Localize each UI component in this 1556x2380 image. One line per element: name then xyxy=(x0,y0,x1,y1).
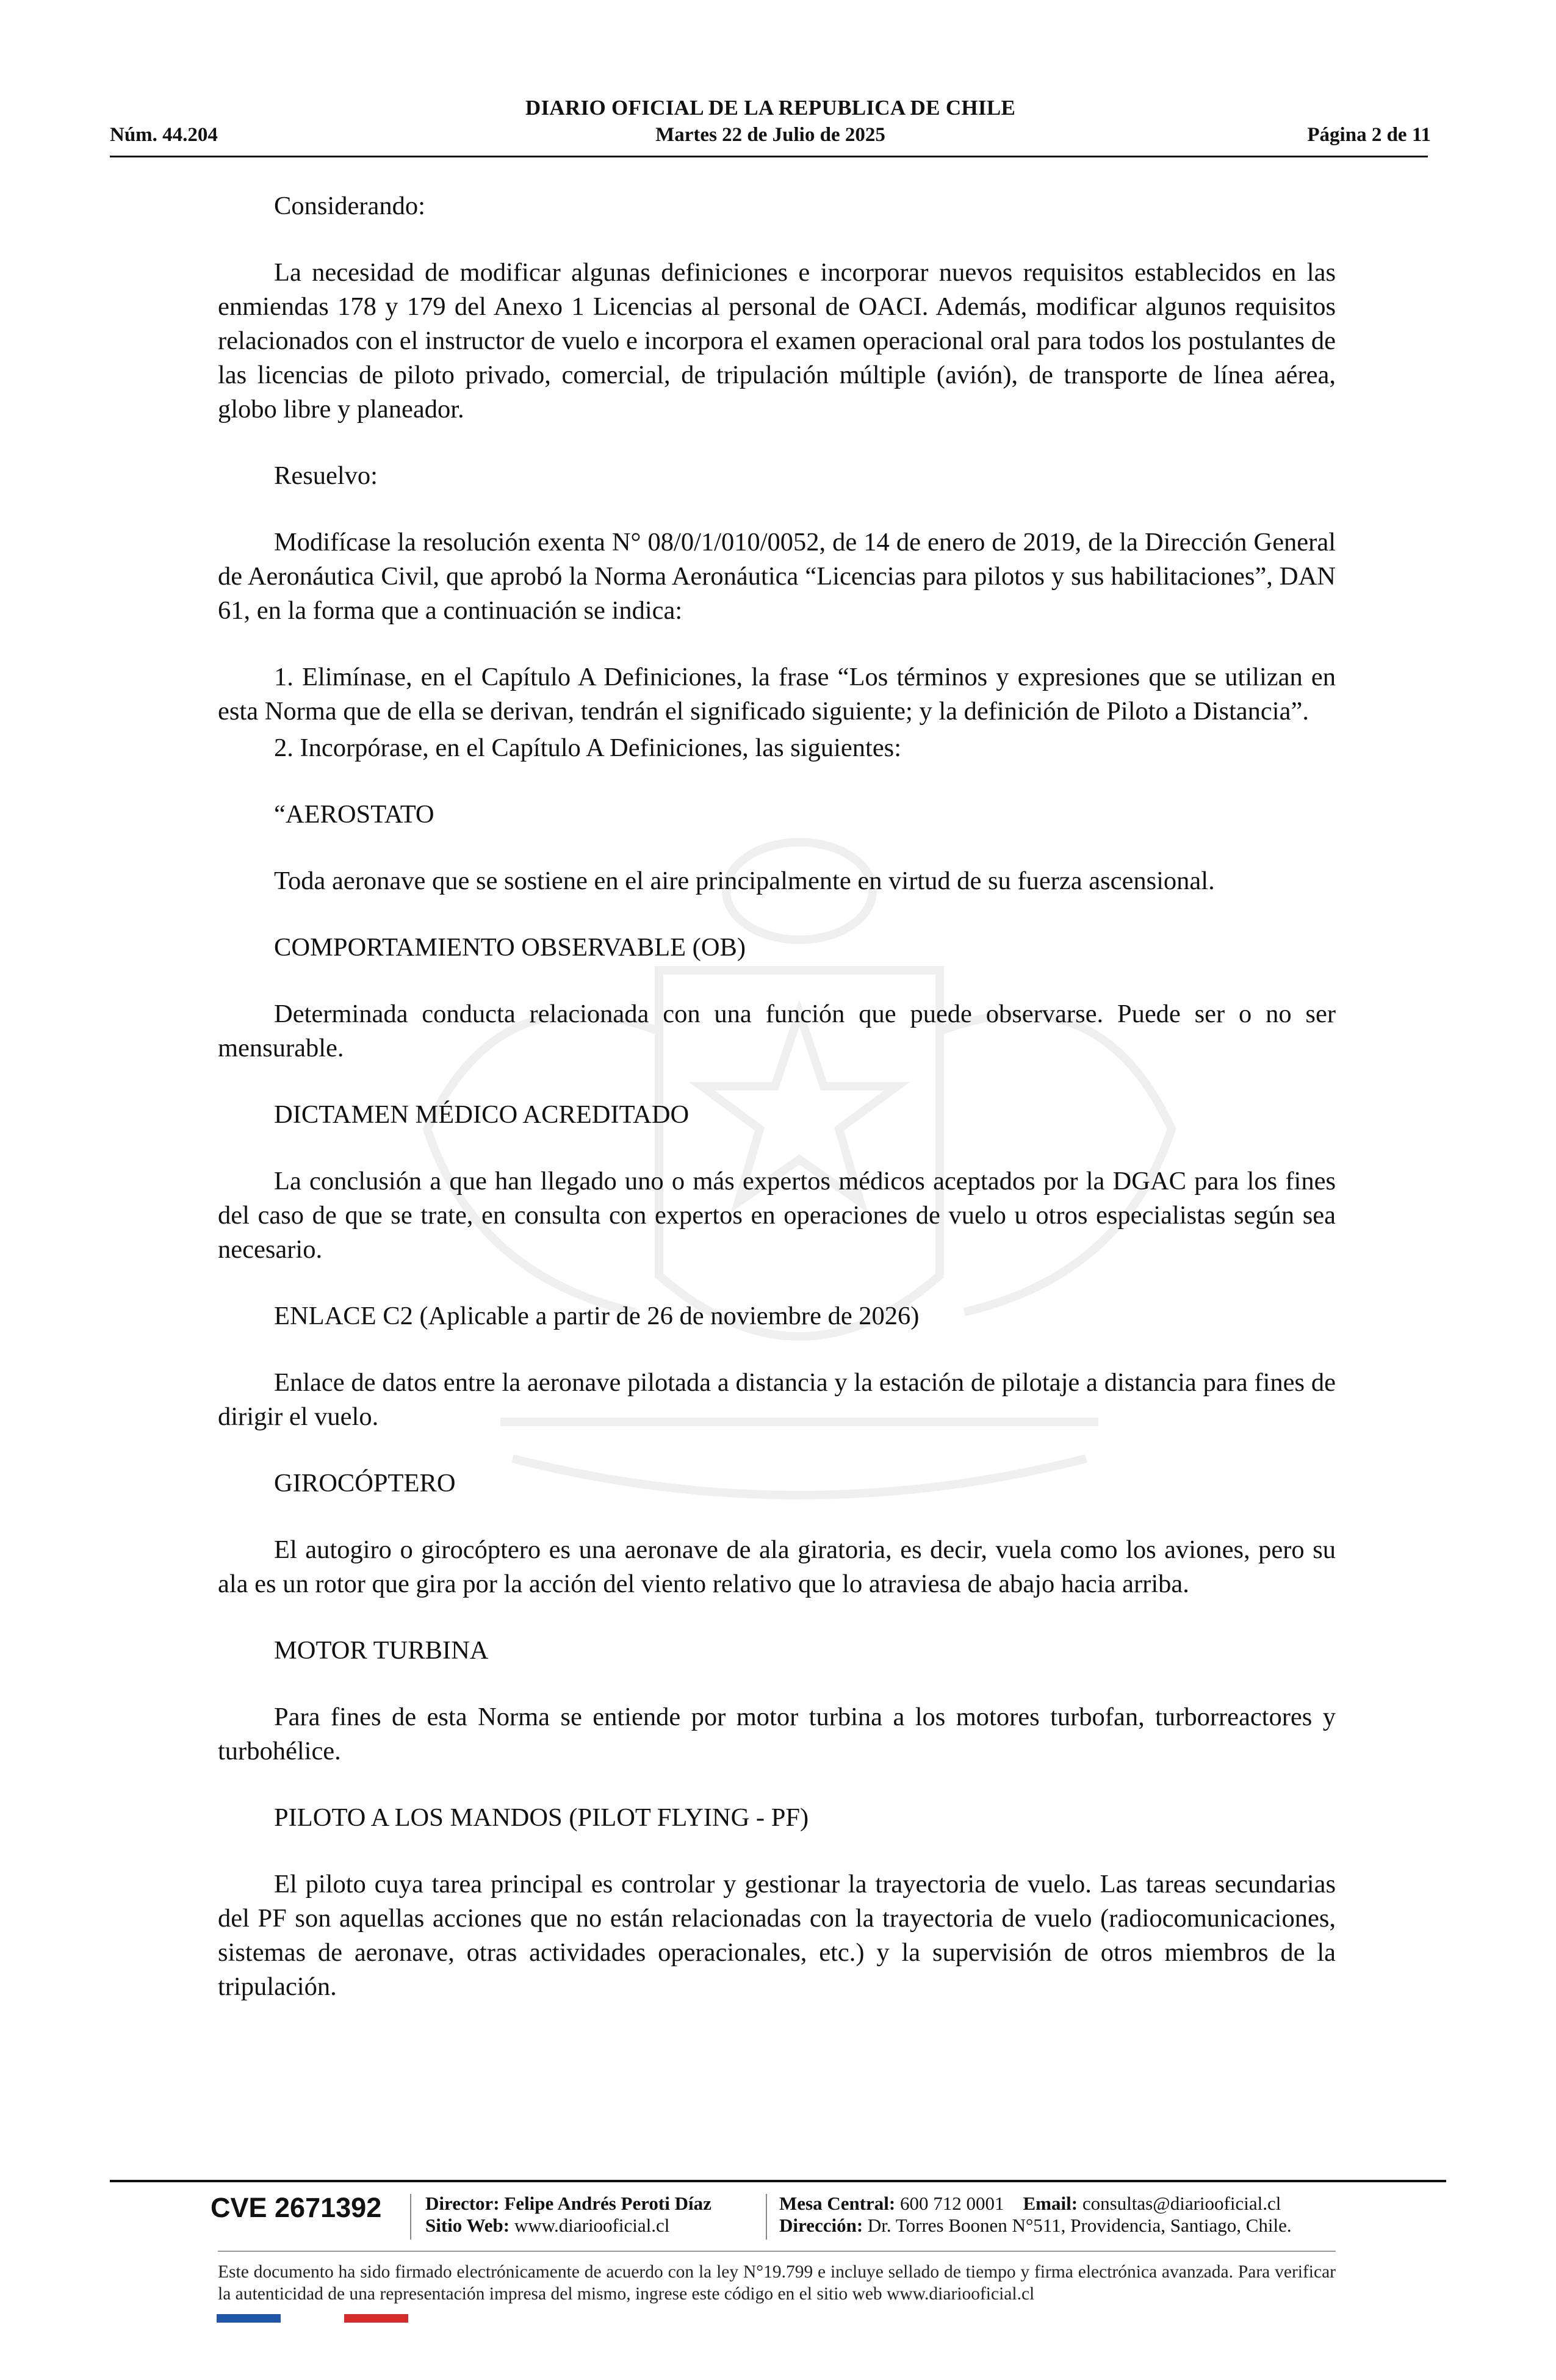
footer-divider xyxy=(110,2180,1446,2182)
web-link[interactable]: www.diariooficial.cl xyxy=(514,2215,670,2236)
signature-disclaimer: Este documento ha sido firmado electrónicamente de acuerdo con la ley N°19.799 e incluye sellado de tiempo y firma electrónica avanzada. Para verificar la autenticidad de una representación impresa del mismo, ingrese este código en el sitio web www.diariooficial.cl xyxy=(218,2262,1336,2304)
footer-divider-thin xyxy=(218,2251,1336,2252)
issue-number: Núm. 44.204 xyxy=(110,124,218,146)
paragraph-item-2: 2. Incorpórase, en el Capítulo A Definiciones, las siguientes: xyxy=(274,734,902,762)
footer-separator xyxy=(410,2194,411,2240)
email-label: Email: xyxy=(1023,2193,1078,2214)
mesa-phone: 600 712 0001 xyxy=(900,2193,1004,2214)
definition-text: El autogiro o girocóptero es una aeronave de ala giratoria, es decir, vuela como los aviones, pero su ala es un rotor que gira por la acción del viento relativo que lo atraviesa de abajo hacia arriba. xyxy=(218,1535,1336,1598)
definition-text: La conclusión a que han llegado uno o más expertos médicos aceptados por la DGAC para los fines del caso de que se trate, en consulta con expertos en operaciones de vuelo u otros especialistas según sea necesario. xyxy=(218,1167,1336,1264)
mesa-label: Mesa Central: xyxy=(779,2193,896,2214)
definition-text: Determinada conducta relacionada con una función que puede observarse. Puede ser o no ser mensurable. xyxy=(218,1000,1336,1062)
definition-term: ENLACE C2 (Aplicable a partir de 26 de noviembre de 2026) xyxy=(274,1302,920,1330)
definition-term: COMPORTAMIENTO OBSERVABLE (OB) xyxy=(274,933,746,962)
flag-blue-segment xyxy=(217,2314,281,2323)
flag-red-segment xyxy=(344,2314,408,2323)
direccion-value: Dr. Torres Boonen N°511, Providencia, Santiago, Chile. xyxy=(867,2215,1292,2236)
definition-text: El piloto cuya tarea principal es controlar y gestionar la trayectoria de vuelo. Las tareas secundarias del PF son aquellas acciones que no están relacionadas con la trayectoria de vuelo (radiocomunicaciones, sistemas de aeronave, otras actividades operacionales, etc.) y la supervisión de otros miembros de la tripulación. xyxy=(218,1870,1336,2001)
web-label: Sitio Web: xyxy=(425,2215,510,2236)
chile-flag-stripe xyxy=(217,2314,408,2323)
page-header xyxy=(110,95,1431,162)
definition-term: DICTAMEN MÉDICO ACREDITADO xyxy=(274,1100,690,1129)
document-body xyxy=(218,189,1336,2004)
director-name: Felipe Andrés Peroti Díaz xyxy=(504,2193,711,2214)
definition-text: Para fines de esta Norma se entiende por motor turbina a los motores turbofan, turborreactores y turbohélice. xyxy=(218,1703,1336,1765)
flag-white-segment xyxy=(281,2314,345,2323)
paragraph-considerando: Considerando: xyxy=(274,192,425,220)
definition-text: Enlace de datos entre la aeronave pilotada a distancia y la estación de pilotaje a distancia para fines de dirigir el vuelo. xyxy=(218,1368,1336,1431)
definition-term: PILOTO A LOS MANDOS (PILOT FLYING - PF) xyxy=(274,1803,809,1832)
newspaper-title: DIARIO OFICIAL DE LA REPUBLICA DE CHILE xyxy=(525,96,1016,120)
page-number: Página 2 de 11 xyxy=(1307,124,1431,146)
paragraph-modificase: Modifícase la resolución exenta N° 08/0/1/010/0052, de 14 de enero de 2019, de la Dirección General de Aeronáutica Civil, que aprobó la Norma Aeronáutica “Licencias para pilotos y sus habilitaciones”, DAN 61, en la forma que a continuación se indica: xyxy=(218,528,1336,625)
direccion-label: Dirección: xyxy=(779,2215,863,2236)
definition-term: “AEROSTATO xyxy=(274,800,434,829)
cve-code: CVE 2671392 xyxy=(211,2192,382,2223)
paragraph-necesidad: La necesidad de modificar algunas definiciones e incorporar nuevos requisitos establecidos en las enmiendas 178 y 179 del Anexo 1 Licencias al personal de OACI. Además, modificar algunos requisitos relacionados con el instructor de vuelo e incorpora el examen operacional oral para todos los postulantes de las licencias de piloto privado, comercial, de tripulación múltiple (avión), de transporte de línea aérea, globo libre y planeador. xyxy=(218,258,1336,424)
director-label: Director: xyxy=(425,2193,500,2214)
footer-contact-block xyxy=(779,2193,1292,2237)
footer-director-block xyxy=(425,2193,711,2237)
email-link[interactable]: consultas@diariooficial.cl xyxy=(1082,2193,1281,2214)
definition-term: GIROCÓPTERO xyxy=(274,1469,456,1498)
definition-text: Toda aeronave que se sostiene en el aire principalmente en virtud de su fuerza ascensional. xyxy=(274,867,1215,895)
header-divider xyxy=(110,156,1428,157)
footer-separator xyxy=(766,2194,767,2240)
issue-date: Martes 22 de Julio de 2025 xyxy=(655,124,885,146)
paragraph-resuelvo: Resuelvo: xyxy=(274,461,378,490)
definition-term: MOTOR TURBINA xyxy=(274,1636,489,1665)
paragraph-item-1: 1. Elimínase, en el Capítulo A Definiciones, la frase “Los términos y expresiones que se utilizan en esta Norma que de ella se derivan, tendrán el significado siguiente; y la definición de Piloto a Distancia”. xyxy=(218,663,1336,726)
